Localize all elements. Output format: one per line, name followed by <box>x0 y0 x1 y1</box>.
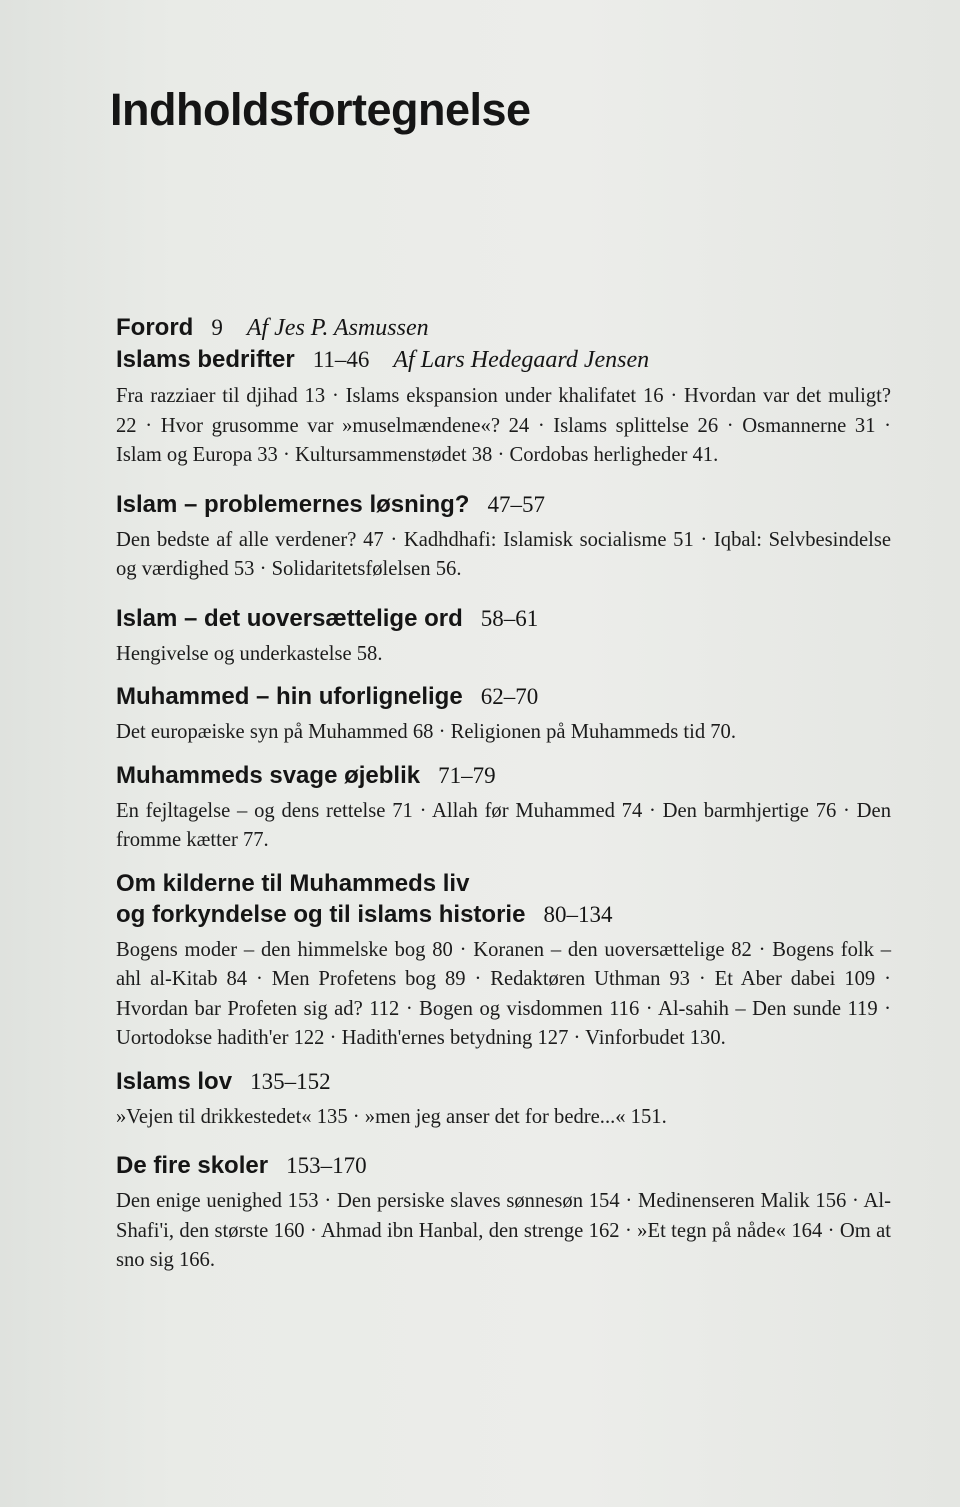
entry-heading <box>116 760 891 791</box>
entry-heading <box>116 489 891 520</box>
entry-heading <box>116 1150 891 1181</box>
entry-title: De fire skoler <box>116 1152 269 1179</box>
entry-subsections: Fra razziaer til djihad 13 · Islams ekspansion under khalifatet 16 · Hvordan var det muligt? 22 · Hvor grusomme var »muselmændene«? 24 · Islams splittelse 26 · Osmannerne 31 · Islam og Europa 33 · Kultursammenstødet 38 · Cordobas herligheder 41. <box>116 385 891 466</box>
entry-title: Islam – det uoversættelige ord <box>116 604 463 632</box>
entry-heading <box>116 312 891 344</box>
entry-pages: 71–79 <box>438 762 496 788</box>
entry-title-line-1: Om kilderne til Muhammeds liv <box>116 869 470 897</box>
entry-title: Islams bedrifter <box>116 346 295 373</box>
entry-subsections: Den bedste af alle verdener? 47 · Kadhdhafi: Islamisk socialisme 51 · Iqbal: Selvbesindelse og værdighed 53 · Solidaritetsfølelsen 56. <box>116 528 891 580</box>
entry-pages: 47–57 <box>487 491 545 517</box>
entry-heading <box>116 681 891 712</box>
entry-pages: 135–152 <box>250 1068 331 1094</box>
entry-subsections: Hengivelse og underkastelse 58. <box>116 642 383 665</box>
table-of-contents <box>116 312 891 1276</box>
entry-subsections: Bogens moder – den himmelske bog 80 · Koranen – den uoversættelige 82 · Bogens folk – ahl al-Kitab 84 · Men Profetens bog 89 · Redaktøren Uthman 93 · Et Aber dabei 109 · Hvordan bar Profeten sig ad? 112 · Bogen og visdommen 116 · Al-sahih – Den sunde 119 · Uortodokse hadith'er 122 · Hadith'ernes betydning 127 · Vinforbudet 130. <box>116 938 891 1049</box>
entry-pages: 62–70 <box>480 684 539 709</box>
entry-subsections: Den enige uenighed 153 · Den persiske slaves sønnesøn 154 · Medinenseren Malik 156 · Al-Shafi'i, den største 160 · Ahmad ibn Hanbal, den strenge 162 · »Et tegn på nåde« 164 · Om at sno sig 166. <box>116 1190 891 1271</box>
entry-pages: 11–46 <box>312 347 370 372</box>
entry-title: Islams lov <box>116 1067 233 1095</box>
toc-entry-islams-lov <box>116 1066 891 1133</box>
entry-subsections: Det europæiske syn på Muhammed 68 · Religionen på Muhammeds tid 70. <box>116 721 737 743</box>
entry-pages: 80–134 <box>543 901 613 927</box>
entry-subsections: »Vejen til drikkestedet« 135 · »men jeg anser det for bedre...« 151. <box>116 1105 667 1128</box>
entry-heading <box>116 868 891 930</box>
toc-entry-problemernes-losning <box>116 489 891 585</box>
entry-subsections: En fejltagelse – og dens rettelse 71 · Allah før Muhammed 74 · Den barmhjertige 76 · Den fromme kætter 77. <box>116 799 891 851</box>
entry-title: Forord <box>116 314 194 341</box>
entry-title: Muhammed – hin uforlignelige <box>116 683 463 710</box>
entry-author: Af Lars Hedegaard Jensen <box>393 347 650 373</box>
toc-entry-om-kilderne <box>116 868 891 1054</box>
toc-entry-de-fire-skoler <box>116 1150 891 1276</box>
toc-entry-hin-uforlignelige <box>116 681 891 748</box>
entry-title: Muhammeds svage øjeblik <box>116 761 421 789</box>
entry-pages: 153–170 <box>286 1153 367 1178</box>
entry-heading <box>116 603 891 634</box>
entry-title: Islam – problemernes løsning? <box>116 490 470 518</box>
entry-heading <box>116 1066 891 1097</box>
entry-pages: 9 <box>211 315 223 340</box>
entry-pages: 58–61 <box>480 605 539 631</box>
toc-entry-islams-bedrifter <box>116 344 891 471</box>
toc-entry-forord <box>116 312 891 344</box>
entry-heading <box>116 344 891 376</box>
toc-entry-uoversaettelige-ord <box>116 603 891 670</box>
entry-title-line-2: og forkyndelse og til islams historie <box>116 900 526 928</box>
entry-author: Af Jes P. Asmussen <box>246 315 429 341</box>
page-title: Indholdsfortegnelse <box>110 84 531 135</box>
toc-entry-svage-ojeblik <box>116 760 891 856</box>
